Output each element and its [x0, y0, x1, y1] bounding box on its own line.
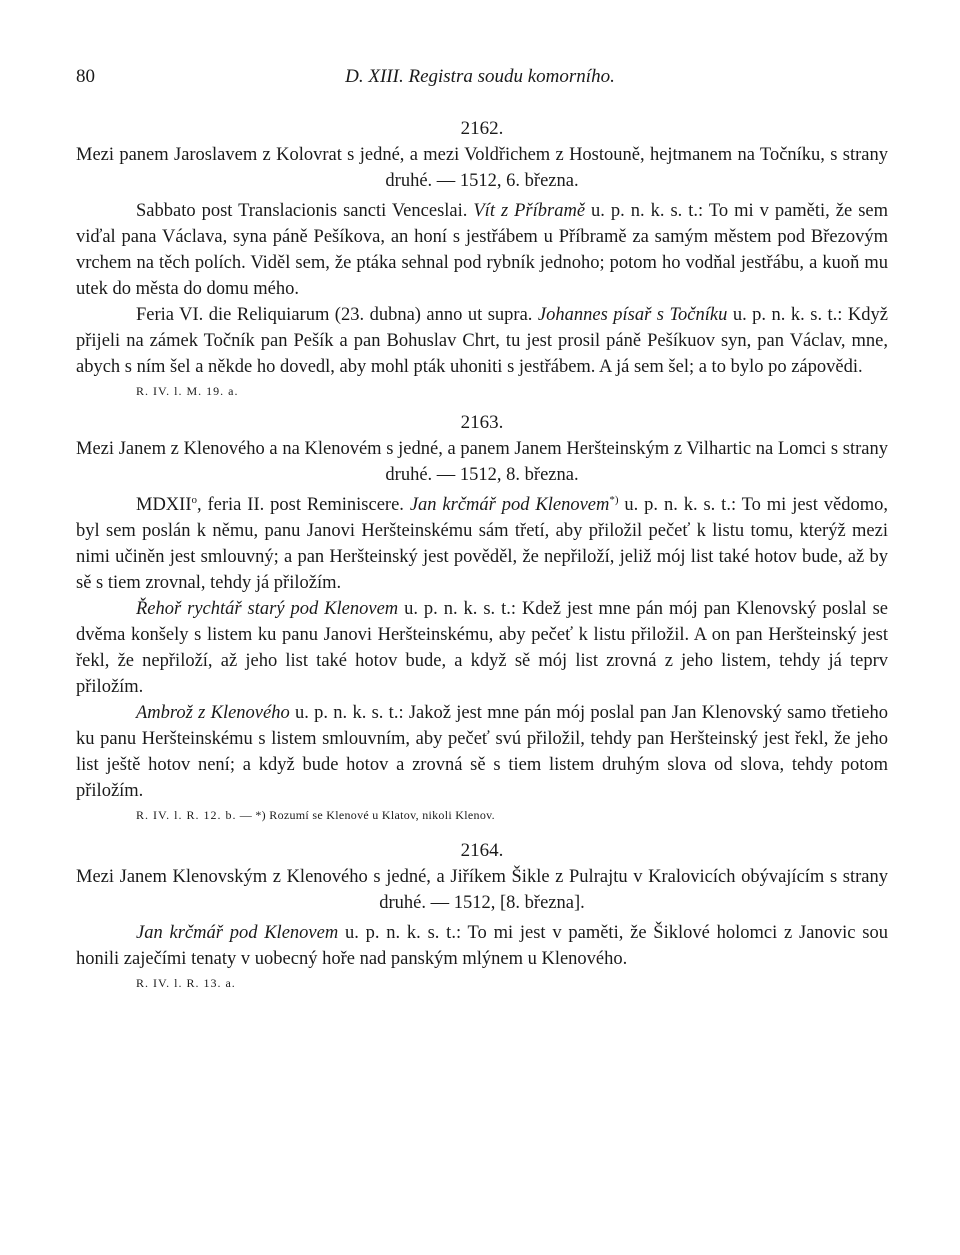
testimony-paragraph [76, 596, 888, 700]
date-clause: Feria VI. die Reliquiarum (23. dubna) anno ut supra. [136, 305, 538, 325]
testimony-text: u. p. n. k. s. t.: Kdež jest mne pán mój pan Klenovský poslal se dvěma konšely s listem ku panu Janovi Heršteinskému, aby pečeť k listu přiložil. A on pan Heršteinský jest řekl, že nepřiloží, až jeho list také hotov bude, a když sě mój list zrovná z jeho listem, tehdy já teprv přiložím. [76, 599, 888, 697]
entry-regest: Mezi panem Jaroslavem z Kolovrat s jedné, a mezi Voldřichem z Hostouně, hejtmanem na Točníku, s strany druhé. — 1512, 6. března. [76, 145, 888, 191]
date-clause-cont: , feria II. post Reminiscere. [197, 495, 410, 515]
archive-reference-code: R. IV. l. R. 12. b. [136, 808, 237, 822]
page-content [76, 116, 888, 994]
testimony-paragraph [76, 700, 888, 804]
entry-2164 [76, 838, 888, 994]
archive-reference: R. IV. l. M. 19. a. [136, 384, 239, 398]
witness-name: Ambrož z Klenového [136, 703, 290, 723]
page-number: 80 [76, 66, 95, 87]
entry-2162 [76, 116, 888, 402]
witness-name: Jan krčmář pod Klenovem [136, 923, 339, 943]
footnote: — *) Rozumí se Klenové u Klatov, nikoli Klenov. [236, 808, 495, 822]
testimony-text: u. p. n. k. s. t.: Když přijeli na zámek Točník pan Pešík a pan Bohuslav Chrt, tu jest prosil páně Pešíkuov syn, pan Václav, mne, abych s ním šel a někde ho dovedl, aby mohl pták uhoniti s jestřábem. A já sem šel; a to bylo po zápovědi. [76, 305, 888, 377]
entry-regest: Mezi Janem z Klenového a na Klenovém s jedné, a panem Janem Heršteinským z Vilhartic na Lomci s strany druhé. — 1512, 8. března. [76, 439, 888, 485]
running-title: D. XIII. Registra soudu komorního. [345, 66, 615, 87]
archive-reference: R. IV. l. R. 13. a. [136, 976, 236, 990]
testimony-text: u. p. n. k. s. t.: To mi v paměti, že sem viďal pana Václava, syna páně Pešíkova, an honí s jestřábem u Příbramě za samým městem pod Březovým vrchem na těch polích. Viděl sem, že ptáka sehnal pod rybník jednoho; potom ho vodňal jestřábu, a kuoň mu utek do města do domu mého. [76, 201, 888, 299]
witness-name: Johannes písař s Točníku [537, 305, 728, 325]
date-clause: Sabbato post Translacionis sancti Venceslai. [136, 201, 474, 221]
superscript: o [191, 493, 197, 506]
witness-name: Řehoř rychtář starý pod Klenovem [136, 599, 399, 619]
date-clause: MDXII [136, 495, 192, 515]
page-header [76, 66, 884, 92]
entry-number: 2163. [460, 412, 504, 433]
testimony-paragraph [76, 302, 888, 380]
archive-reference [136, 804, 888, 826]
testimony-paragraph [76, 492, 888, 596]
testimony-paragraph [76, 920, 888, 972]
testimony-text: u. p. n. k. s. t.: Jakož jest mne pán mój poslal pan Jan Klenovský samo třetieho ku panu Heršteinskému s listem smlouvním, aby pečeť svú přiložil, tehdy pan Heršteinský jest řekl, že jeho list ještě hotov není; a když bude hotov a zrovná sě s tiem listem druhým slova od slova, tehdy potom přiložím. [76, 703, 888, 801]
entry-number: 2162. [460, 118, 504, 139]
testimony-paragraph [76, 198, 888, 302]
footnote-marker: *) [609, 493, 619, 506]
testimony-text: u. p. n. k. s. t.: To mi jest vědomo, byl sem poslán k němu, panu Janovi Heršteinskému sám třetí, aby přiložil pečeť k listu tomu, kterýž mezi nimi učiněn jest smlouvný; a pan Heršteinský jest pověděl, že nepřiloží, jeliž mój list také hotov bude, až by sě s tiem zrovnal, tehdy já přiložím. [76, 495, 888, 593]
entry-2163 [76, 410, 888, 826]
entry-regest: Mezi Janem Klenovským z Klenového s jedné, a Jiříkem Šikle z Pulrajtu v Kralovicích obývajícím s strany druhé. — 1512, [8. března]. [76, 867, 888, 913]
testimony-text: u. p. n. k. s. t.: To mi jest v paměti, že Šiklové holomci z Janovic sou honili zaječími tenaty v uobecný hoře nad panským mlýnem u Klenového. [76, 923, 888, 969]
witness-name: Vít z Příbramě [473, 201, 586, 221]
entry-number: 2164. [460, 840, 504, 861]
witness-name: Jan krčmář pod Klenovem [409, 495, 610, 515]
